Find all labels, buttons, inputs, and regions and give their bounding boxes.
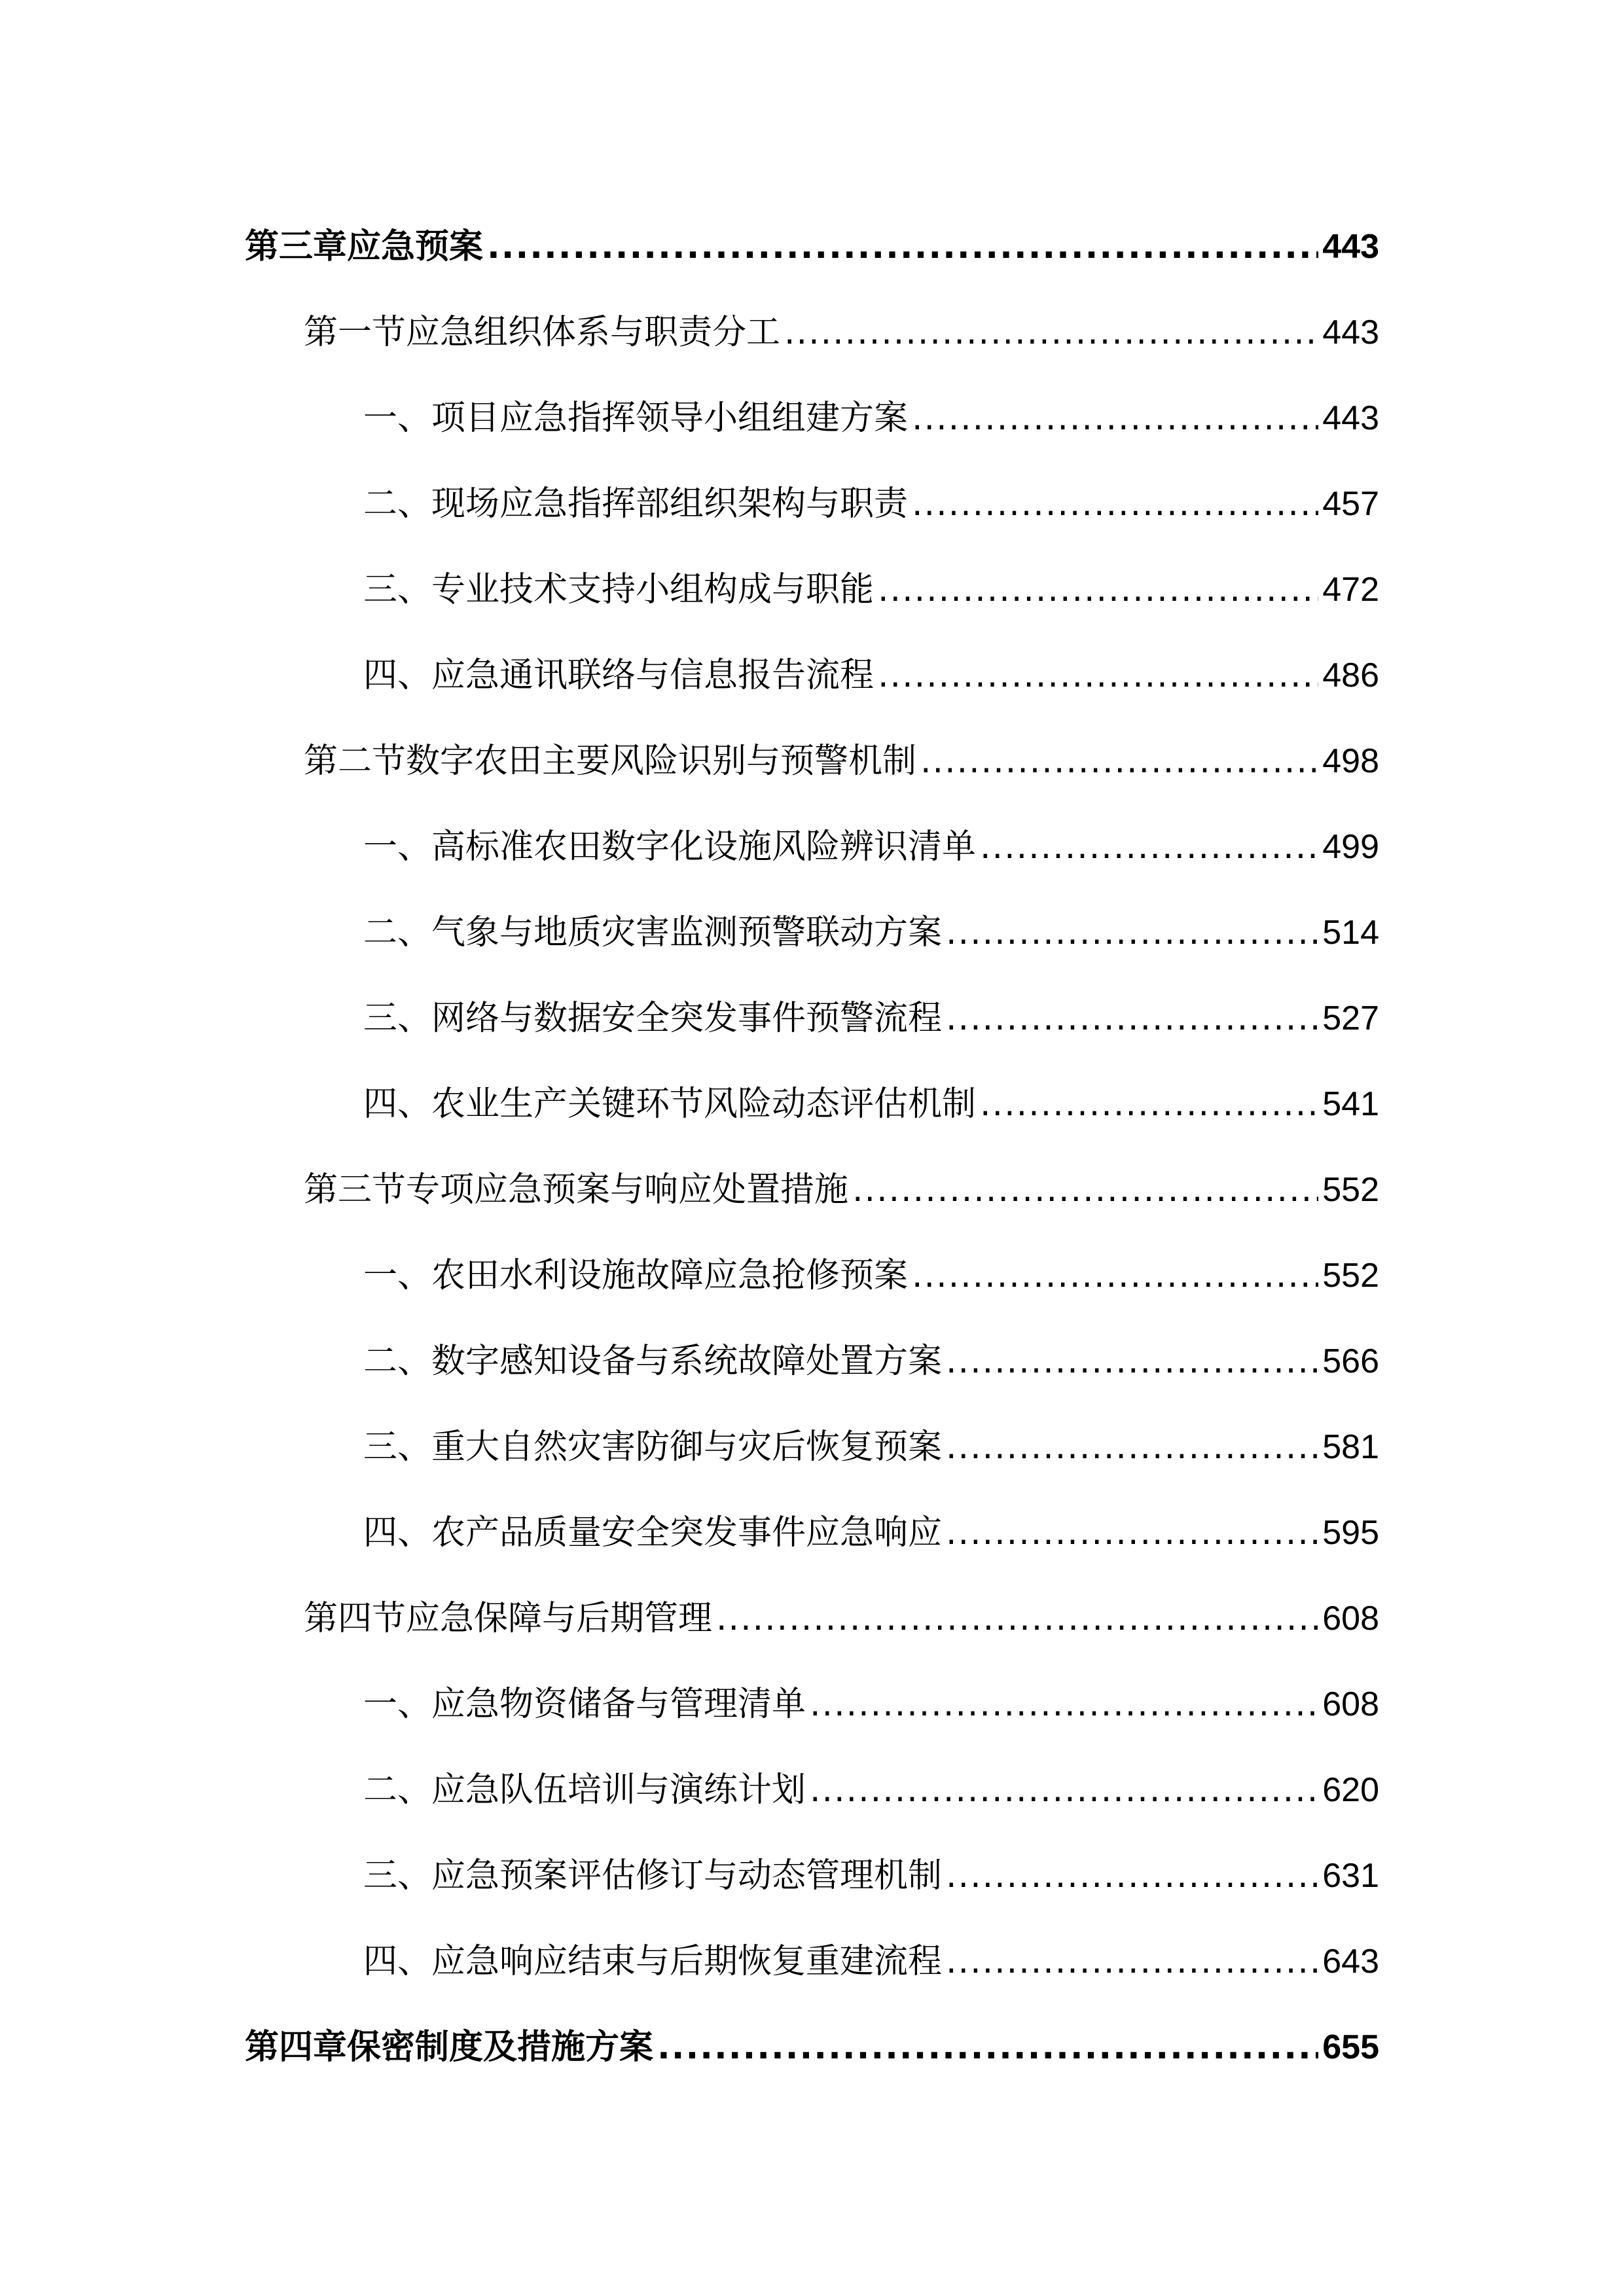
toc-entry-section[interactable]	[304, 294, 1379, 353]
toc-entry-subsection[interactable]	[363, 1494, 1379, 1553]
toc-page-number: 443	[1322, 313, 1379, 351]
toc-entry-title: 三、网络与数据安全突发事件预警流程	[363, 998, 943, 1038]
toc-entry-subsection[interactable]	[363, 894, 1379, 953]
toc-dot-leader	[946, 1856, 1318, 1896]
toc-entry-title: 第二节数字农田主要风险识别与预警机制	[304, 741, 917, 781]
toc-entry-subsection[interactable]	[363, 980, 1379, 1039]
toc-entry-title: 第三章应急预案	[245, 226, 484, 266]
toc-page-number: 443	[1322, 227, 1379, 266]
toc-page-number: 595	[1322, 1513, 1379, 1552]
toc-page-number: 514	[1322, 913, 1379, 952]
toc-dot-leader	[784, 312, 1318, 353]
toc-entry-title: 三、重大自然灾害防御与灾后恢复预案	[363, 1427, 943, 1467]
toc-entry-title: 第一节应急组织体系与职责分工	[304, 312, 781, 352]
toc-page-number: 443	[1322, 399, 1379, 437]
toc-page-number: 631	[1322, 1856, 1379, 1895]
toc-entry-title: 一、农田水利设施故障应急抢修预案	[363, 1255, 909, 1295]
toc-page-number: 552	[1322, 1170, 1379, 1209]
toc-dot-leader	[946, 1513, 1318, 1553]
toc-entry-subsection[interactable]	[363, 808, 1379, 867]
toc-entry-subsection[interactable]	[363, 1408, 1379, 1467]
toc-dot-leader	[878, 569, 1318, 610]
toc-dot-leader	[716, 1598, 1318, 1639]
toc-page-number: 498	[1322, 742, 1379, 780]
toc-entry-title: 第四节应急保障与后期管理	[304, 1598, 713, 1638]
toc-entry-section[interactable]	[304, 1151, 1379, 1210]
toc-entry-subsection[interactable]	[363, 1837, 1379, 1896]
toc-entry-title: 第三节专项应急预案与响应处置措施	[304, 1170, 849, 1210]
toc-dot-leader	[912, 398, 1318, 439]
toc-entry-subsection[interactable]	[363, 1751, 1379, 1810]
toc-entry-title: 四、农业生产关键环节风险动态评估机制	[363, 1084, 977, 1124]
toc-dot-leader	[980, 827, 1318, 867]
toc-page-number: 552	[1322, 1256, 1379, 1295]
toc-dot-leader	[657, 2027, 1318, 2068]
toc-page-number: 655	[1322, 2028, 1379, 2066]
toc-entry-subsection[interactable]	[363, 465, 1379, 524]
toc-entry-subsection[interactable]	[363, 380, 1379, 439]
toc-entry-title: 一、应急物资储备与管理清单	[363, 1684, 806, 1724]
toc-page-number: 499	[1322, 827, 1379, 866]
toc-dot-leader	[946, 912, 1318, 953]
toc-page-number: 581	[1322, 1427, 1379, 1466]
toc-entry-section[interactable]	[304, 723, 1379, 781]
toc-entry-title: 二、数字感知设备与系统故障处置方案	[363, 1341, 943, 1381]
toc-dot-leader	[946, 1941, 1318, 1982]
toc-dot-leader	[878, 655, 1318, 696]
toc-page-number: 486	[1322, 656, 1379, 694]
toc-page-number: 527	[1322, 999, 1379, 1037]
toc-entry-subsection[interactable]	[363, 1066, 1379, 1124]
toc-page-number: 608	[1322, 1685, 1379, 1723]
toc-entry-subsection[interactable]	[363, 1923, 1379, 1982]
toc-page-number: 620	[1322, 1770, 1379, 1809]
toc-entry-title: 二、现场应急指挥部组织架构与职责	[363, 484, 909, 524]
toc-entry-subsection[interactable]	[363, 637, 1379, 696]
toc-dot-leader	[920, 741, 1318, 781]
toc-dot-leader	[487, 226, 1318, 267]
toc-page-number: 643	[1322, 1942, 1379, 1981]
toc-dot-leader	[852, 1170, 1318, 1210]
toc-entry-section[interactable]	[304, 1580, 1379, 1639]
toc-entry-title: 二、气象与地质灾害监测预警联动方案	[363, 912, 943, 952]
toc-dot-leader	[946, 998, 1318, 1039]
toc-entry-title: 二、应急队伍培训与演练计划	[363, 1770, 806, 1810]
toc-entry-title: 四、农产品质量安全突发事件应急响应	[363, 1513, 943, 1552]
toc-dot-leader	[946, 1427, 1318, 1467]
toc-page-number: 472	[1322, 570, 1379, 609]
toc-entry-subsection[interactable]	[363, 1666, 1379, 1725]
toc-dot-leader	[810, 1770, 1318, 1810]
toc-entry-title: 四、应急响应结束与后期恢复重建流程	[363, 1941, 943, 1981]
toc-entry-chapter[interactable]	[245, 208, 1379, 267]
toc-entry-title: 三、专业技术支持小组构成与职能	[363, 569, 875, 609]
toc-dot-leader	[810, 1684, 1318, 1725]
toc-entry-title: 第四章保密制度及措施方案	[245, 2027, 654, 2067]
toc-page-number: 457	[1322, 484, 1379, 523]
toc-entry-subsection[interactable]	[363, 1323, 1379, 1382]
toc-dot-leader	[912, 484, 1318, 524]
toc-dot-leader	[980, 1084, 1318, 1124]
toc-entry-subsection[interactable]	[363, 551, 1379, 610]
toc-entry-title: 一、高标准农田数字化设施风险辨识清单	[363, 827, 977, 867]
toc-entry-subsection[interactable]	[363, 1237, 1379, 1296]
toc-entry-title: 四、应急通讯联络与信息报告流程	[363, 655, 875, 695]
toc-dot-leader	[946, 1341, 1318, 1382]
toc-page-number: 608	[1322, 1599, 1379, 1638]
toc-entry-title: 三、应急预案评估修订与动态管理机制	[363, 1856, 943, 1895]
toc-entry-chapter[interactable]	[245, 2009, 1379, 2068]
toc-entry-title: 一、项目应急指挥领导小组组建方案	[363, 398, 909, 438]
toc-page-number: 566	[1322, 1342, 1379, 1380]
toc-dot-leader	[912, 1255, 1318, 1296]
toc-page-number: 541	[1322, 1085, 1379, 1123]
